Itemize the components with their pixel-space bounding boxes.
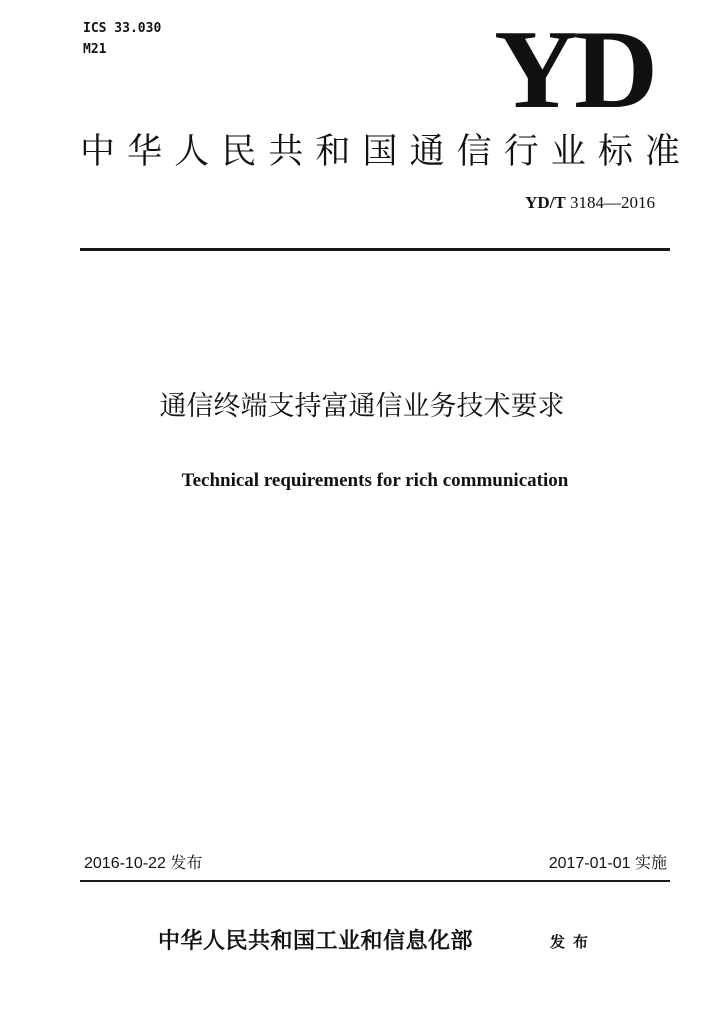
header-divider xyxy=(80,248,670,251)
standard-category-char: 共 xyxy=(268,132,304,172)
classification-codes xyxy=(83,18,161,60)
standard-number xyxy=(460,191,655,215)
standard-category xyxy=(80,130,680,174)
issue-date: 2016-10-22 发布 xyxy=(84,855,203,872)
document-title-cn: 通信终端支持富通信业务技术要求 xyxy=(159,391,565,422)
standard-category-char: 中 xyxy=(80,132,116,172)
footer-divider xyxy=(80,880,670,882)
standard-category-char: 信 xyxy=(456,132,492,172)
standard-category-char: 和 xyxy=(315,132,351,172)
standard-category-char: 准 xyxy=(644,132,680,172)
standard-category-char: 通 xyxy=(409,132,445,172)
issuer-name: 中华人民共和国工业和信息化部 xyxy=(158,928,474,954)
yd-logo: YD xyxy=(494,8,654,132)
standard-category-char: 人 xyxy=(174,132,210,172)
standard-category-char: 标 xyxy=(597,132,633,172)
standard-category-char: 业 xyxy=(550,132,586,172)
document-title-en: Technical requirements for rich communication xyxy=(181,470,569,491)
standard-category-char: 国 xyxy=(362,132,398,172)
ics-code: ICS 33.030 xyxy=(83,21,162,36)
publish-label: 发布 xyxy=(550,933,597,951)
standard-category-char: 民 xyxy=(221,132,257,172)
standard-number-value: 3184—2016 xyxy=(570,193,655,212)
standard-category-char: 行 xyxy=(503,132,539,172)
standard-category-char: 华 xyxy=(127,132,163,172)
ccs-code: M21 xyxy=(83,42,107,57)
implement-date: 2017-01-01 实施 xyxy=(548,855,667,872)
standard-code-prefix: YD/T xyxy=(525,193,566,212)
